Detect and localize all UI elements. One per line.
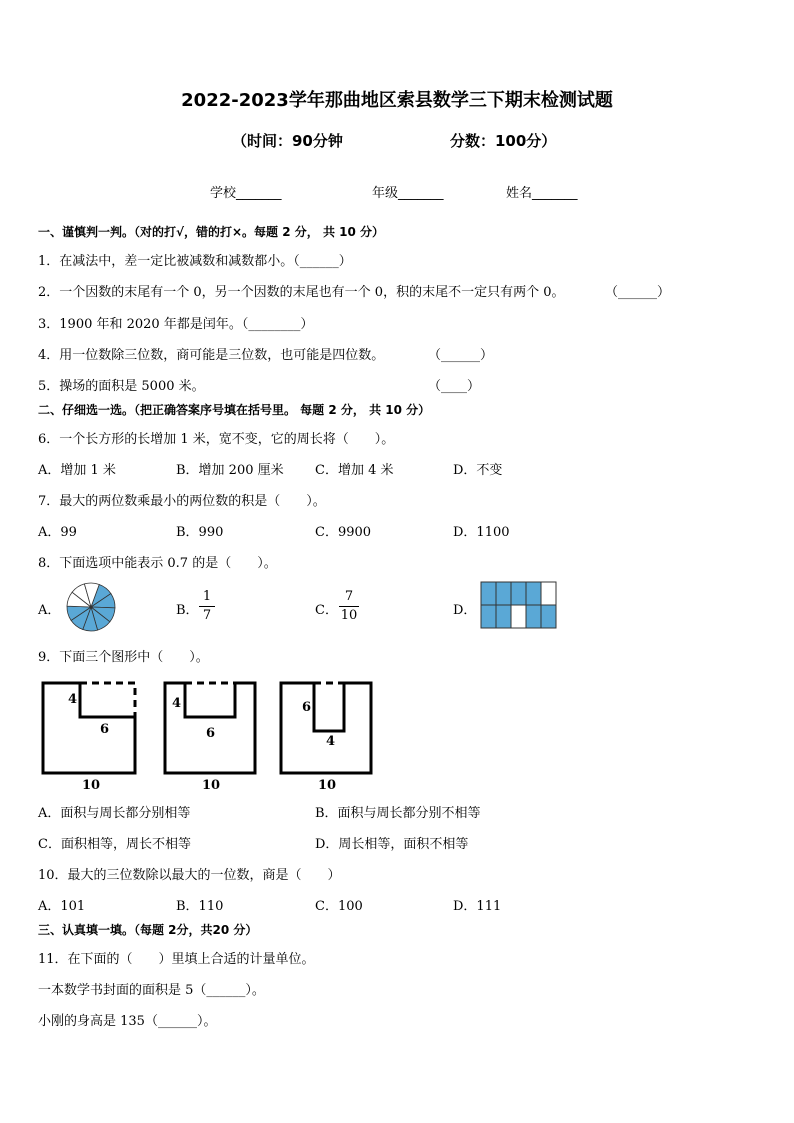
grid-cell [481, 582, 496, 605]
option-8d-label: D． [453, 603, 477, 618]
label-side-c: 10 [318, 778, 337, 793]
judge-question-1: 1．在减法中，差一定比被减数和减数都小。（______） [38, 254, 352, 269]
choice-question-7: 7．最大的两位数乘最小的两位数的积是（ ）。 [38, 494, 326, 509]
judge-question-4: 4．用一位数除三位数，商可能是三位数，也可能是四位数。 [38, 348, 385, 363]
option-10c: C．100 [315, 899, 363, 914]
label-side-a: 4 [172, 696, 182, 711]
label-side-b: 6 [206, 726, 216, 741]
label-side-b: 4 [326, 734, 336, 749]
option-6c: C．增加 4 米 [315, 463, 394, 478]
section-title-3: 三、认真填一填。（每题 2分，共20 分） [38, 923, 258, 937]
label-side-b: 6 [100, 722, 110, 737]
judge-answer-blank-2: （______） [605, 285, 671, 300]
grid-cell [496, 582, 511, 605]
option-9a: A．面积与周长都分别相等 [38, 806, 191, 821]
option-7b: B．990 [176, 525, 224, 540]
exam-time: （时间：90分钟 [232, 132, 343, 150]
option-9c: C．面积相等，周长不相等 [38, 837, 191, 852]
fraction-denominator: 10 [340, 608, 358, 623]
shape-outline [43, 683, 135, 773]
option-7d: D．1100 [453, 525, 510, 540]
option-8c-label: C． [315, 603, 338, 618]
shape-figure-2 [160, 675, 264, 793]
option-8b-label: B． [176, 603, 199, 618]
label-side-c: 10 [82, 778, 101, 793]
option-10d: D．111 [453, 899, 502, 914]
option-7c: C．9900 [315, 525, 372, 540]
shape-figure-1 [38, 675, 144, 793]
fill-question-11: 11．在下面的（ ）里填上合适的计量单位。 [38, 952, 315, 967]
page-title: 2022-2023学年那曲地区索县数学三下期末检测试题 [181, 90, 613, 111]
fraction-7-10 [337, 589, 361, 624]
fill-line-1: 一本数学书封面的面积是 5（______）。 [38, 983, 265, 998]
grid-cell [496, 605, 511, 628]
grade-field: 年级_______ [372, 186, 444, 201]
exam-score: 分数：100分） [450, 132, 557, 150]
grid-cell [541, 605, 556, 628]
pie-figure [64, 580, 118, 634]
option-7a: A．99 [38, 525, 77, 540]
option-9d: D．周长相等，面积不相等 [315, 837, 469, 852]
grid-cell [511, 605, 526, 628]
option-10b: B．110 [176, 899, 224, 914]
choice-question-10: 10．最大的三位数除以最大的一位数，商是（ ） [38, 868, 341, 883]
fraction-numerator: 7 [344, 589, 354, 604]
dashed-edge [185, 683, 235, 717]
option-6d: D．不变 [453, 463, 503, 478]
label-side-c: 10 [202, 778, 221, 793]
grid-cell [511, 582, 526, 605]
grid-cell [541, 582, 556, 605]
label-side-a: 4 [68, 692, 78, 707]
option-6b: B．增加 200 厘米 [176, 463, 284, 478]
option-6a: A．增加 1 米 [38, 463, 116, 478]
dashed-edge [80, 683, 135, 717]
shape-outline [281, 683, 371, 773]
grid-cell [481, 605, 496, 628]
option-9b: B．面积与周长都分别不相等 [315, 806, 481, 821]
grid-cell [526, 582, 541, 605]
fraction-1-7 [197, 589, 217, 624]
name-field: 姓名_______ [506, 186, 578, 201]
option-10a: A．101 [38, 899, 86, 914]
fraction-numerator: 1 [202, 589, 212, 604]
choice-question-9: 9．下面三个图形中（ ）。 [38, 650, 209, 665]
section-title-1: 一、谨慎判一判。（对的打√，错的打×。每题 2 分， 共 10 分） [38, 225, 384, 239]
grid-figure [480, 581, 558, 629]
judge-question-2: 2．一个因数的末尾有一个 0，另一个因数的末尾也有一个 0，积的末尾不一定只有两个 0。 [38, 285, 565, 300]
fraction-denominator: 7 [202, 608, 212, 623]
shape-figure-3 [276, 675, 380, 793]
judge-answer-blank-5: （____） [428, 379, 481, 394]
judge-question-3: 3．1900 年和 2020 年都是闰年。（________） [38, 317, 314, 332]
label-side-a: 6 [302, 700, 312, 715]
judge-question-5: 5．操场的面积是 5000 米。 [38, 379, 205, 394]
grid-cell [526, 605, 541, 628]
choice-question-6: 6．一个长方形的长增加 1 米，宽不变，它的周长将（ ）。 [38, 432, 395, 447]
section-title-2: 二、仔细选一选。（把正确答案序号填在括号里。 每题 2 分， 共 10 分） [38, 403, 431, 417]
school-field: 学校_______ [210, 186, 282, 201]
judge-answer-blank-4: （______） [428, 348, 494, 363]
fill-line-2: 小刚的身高是 135（______）。 [38, 1014, 217, 1029]
choice-question-8: 8．下面选项中能表示 0.7 的是（ ）。 [38, 556, 277, 571]
option-8a-label: A． [38, 603, 61, 618]
